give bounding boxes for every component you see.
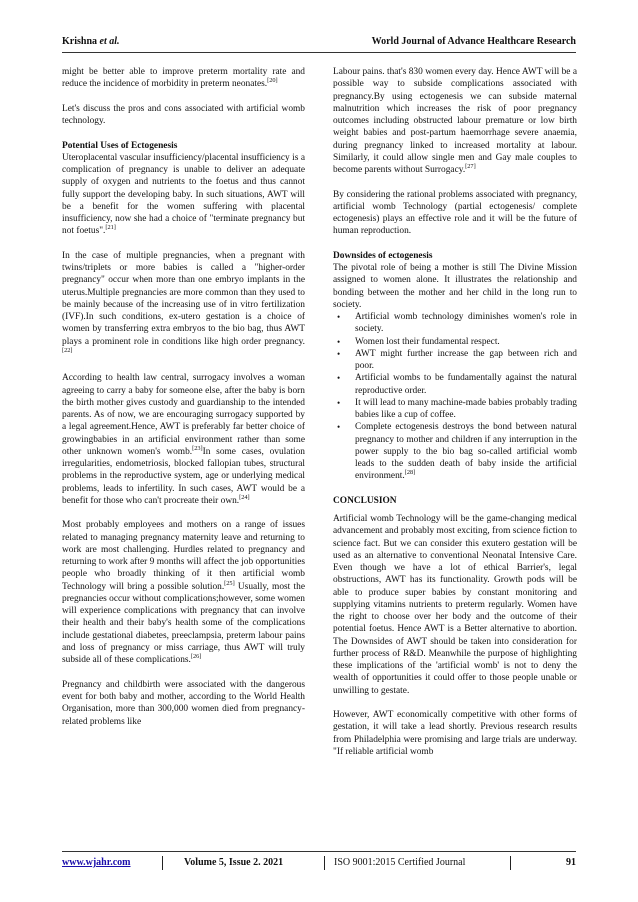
subsection-heading xyxy=(333,250,577,262)
paragraph-text: The pivotal role of being a mother is still The Divine Mission assigned to women alone. It illustrates the relationship and bonding between the mother and her child in the long run to society. xyxy=(333,263,577,310)
bullet-text: Artificial wombs to be fundamentally against the natural reproductive order. xyxy=(355,373,577,396)
footer-rule xyxy=(62,851,576,852)
bullet-item xyxy=(333,397,577,422)
citation-ref: [26] xyxy=(190,653,202,661)
footer-separator xyxy=(162,856,163,870)
heading-text: CONCLUSION xyxy=(333,495,397,506)
paragraph-text: might be better able to improve preterm mortality rate and reduce the incidence of morbidity in preterm neonates. xyxy=(62,67,305,90)
paragraph xyxy=(333,66,577,176)
paragraph-text: By considering the rational problems associated with pregnancy, artificial womb Technology (partial ectogenesis/ complete ectogenesis) plays an effective role and it will be the future of human reproduction. xyxy=(333,189,577,237)
heading-text: Downsides of ectogenesis xyxy=(333,250,433,261)
subsection-heading xyxy=(62,140,305,152)
paragraph xyxy=(62,519,305,666)
paragraph xyxy=(62,103,305,128)
right-column xyxy=(333,66,577,770)
bullet-text: AWT might further increase the gap between rich and poor. xyxy=(355,348,577,372)
citation-ref: [27] xyxy=(465,163,476,170)
citation-ref: [22] xyxy=(62,346,73,354)
paragraph-text: Usually, most the pregnancies occur without complications;however, some women will experience complications with pregnancy that can involve their health and their baby's health some of the complications include gestational diabetes, preeclampsia, preterm labour pains and loss of pregnancy or miss carriage, thus AWT will truly subside all of these complications. xyxy=(62,581,305,666)
bullet-item xyxy=(333,421,577,482)
citation-ref: [20] xyxy=(267,77,278,85)
paragraph xyxy=(62,372,305,507)
paragraph-text: However, AWT economically competitive with other forms of gestation, it will take a lead shortly. Previous research results from Philadelphia were promising and large trials are underway. "If reliable artificial womb xyxy=(333,710,577,757)
paragraph xyxy=(333,262,577,311)
section-heading-conclusion xyxy=(333,495,577,507)
bullet-text: Artificial womb technology diminishes women's role in society. xyxy=(355,312,577,335)
paragraph xyxy=(62,152,305,238)
paragraph-text: Labour pains. that's 830 women every day. Hence AWT will be a possible way to subside complications associated with pregnancy.By using ectogenesis we can subside maternal malnutrition which increases the risk of poor pregnancy outcomes including obstructed labour premature or low birth weight babies and post-partum haemorrhage severe anaemia, during pregnancy linked to increased mortality at labour. Similarly, it could allow single men and Gay male couples to become parents without Surrogacy. xyxy=(333,67,577,175)
footer-separator xyxy=(510,856,511,870)
paragraph-text: In some cases, ovulation irregularities, endometriosis, blocked fallopian tubes, structural problems in the reproductive system, age or underlying medical problems, leads to infertility. In such cases, AWT would be a benefit for those who can't procreate their own. xyxy=(62,446,305,506)
bullet-text: Complete ectogenesis destroys the bond between natural pregnancy to mother and children if any interruption in the power supply to the bio bag so-called artificial womb leads to the sudden death of baby inside the artificial environment. xyxy=(355,422,577,482)
paragraph-text: Most probably employees and mothers on a range of issues related to managing pregnancy maternity leave and returning to work are most challenging. Hurdles related to pregnancy and returning to work after 9 months will affect the job opportunities people who broadly thinking of it then artificial womb Technology will bring a possible solution. xyxy=(62,520,305,592)
footer-iso-cert: ISO 9001:2015 Certified Journal xyxy=(334,857,466,868)
footer-volume: Volume 5, Issue 2. 2021 xyxy=(184,857,284,868)
bullet-item xyxy=(333,372,577,397)
header-journal-title: World Journal of Advance Healthcare Research xyxy=(371,36,576,47)
bullet-text: It will lead to many machine-made babies probably trading babies like a cup of coffee. xyxy=(355,397,577,421)
footer-separator xyxy=(324,856,325,870)
citation-ref: [25] xyxy=(224,579,235,587)
bullet-item xyxy=(333,348,577,373)
bullet-icon: • xyxy=(337,336,341,347)
page-number: 91 xyxy=(566,857,576,868)
paragraph-text: Uteroplacental vascular insufficiency/placental insufficiency is a complication of pregnancy is unable to deliver an adequate supply of oxygen and nutrients to the foetus and thus cannot fully support the developing baby. In such situations, AWT will be a benefit for the women suffering with placental insufficiency, now she had a choice of "terminate pregnancy but not foetus". xyxy=(62,152,305,237)
citation-ref: [28] xyxy=(404,469,416,477)
bullet-icon: • xyxy=(337,373,341,384)
paragraph-text: Artificial womb Technology will be the game-changing medical advancement and probably most exciting, from science fiction to science fact. But we can consider this exutero gestation will be used as an alternative to conventional Neonatal Intensive Care. Even though we have a lot of ethical Barrier's, legal obstructions, AWT has its functionality. Growth pods will be able to produce super babies by constant monitoring and supplying vitamins nutrients to preterm regularly. Women have the right to choose over her body and the outcome of their potential foetus. Hence AWT is a Better alternative to abortion. The Downsides of AWT should be taken into consideration for further process of R&D. Meanwhile the purpose of highlighting these implications of the 'artificial womb' is not to deny the wealth of opportunities it could offer to those people unable or unwilling to gestate. xyxy=(333,514,577,696)
left-column xyxy=(62,66,305,740)
paragraph-text: According to health law central, surrogacy involves a woman agreeing to carry a baby for someone else, after the baby is born the birth mother gives custody and guardianship to the intended parents. As of now, we are encouraging surrogacy supported by a legal agreement.Hence, AWT is preferably far better choice of growingbabies in an artificial environment rather than some other unknown women's womb. xyxy=(62,373,305,457)
bullet-item xyxy=(333,336,577,348)
running-header xyxy=(62,36,576,52)
bullet-icon: • xyxy=(337,348,341,359)
heading-text: Potential Uses of Ectogenesis xyxy=(62,140,178,151)
paragraph xyxy=(333,709,577,758)
paragraph xyxy=(62,679,305,728)
citation-ref: [24] xyxy=(239,493,250,501)
citation-ref: [23] xyxy=(192,444,203,452)
bullet-icon: • xyxy=(337,397,341,408)
paragraph xyxy=(62,66,305,91)
header-author: Krishna et al. xyxy=(62,36,120,47)
paragraph-text: In the case of multiple pregnancies, when a pregnant with twins/triplets or more babies is called a "higher-order pregnancy" occur when more than one embryo implants in the uterus.Multiple pregnancies are more common than they used to be mainly because of the increasing use of in vitro fertilization (IVF).In such conditions, ex-utero gestation is a choice of women by transferring extra embryos to the bio bag, thus AWT plays a prominent role in conditions like high order pregnancy. xyxy=(62,250,305,347)
journal-website-link[interactable]: www.wjahr.com xyxy=(62,857,131,868)
bullet-icon: • xyxy=(337,312,341,323)
paragraph xyxy=(62,250,305,360)
footer xyxy=(62,857,576,873)
header-rule xyxy=(62,52,576,53)
bullet-item xyxy=(333,311,577,336)
bullet-list xyxy=(333,311,577,483)
paragraph-text: Pregnancy and childbirth were associated with the dangerous event for both baby and mother, according to the World Health Organisation, more than 300,000 women died from pregnancy-related problems like xyxy=(62,679,305,727)
bullet-text: Women lost their fundamental respect. xyxy=(355,336,500,347)
paragraph xyxy=(333,189,577,238)
paragraph-text: Let's discuss the pros and cons associated with artificial womb technology. xyxy=(62,103,305,127)
paragraph xyxy=(333,513,577,697)
citation-ref: [21] xyxy=(105,224,116,232)
bullet-icon: • xyxy=(337,422,341,433)
